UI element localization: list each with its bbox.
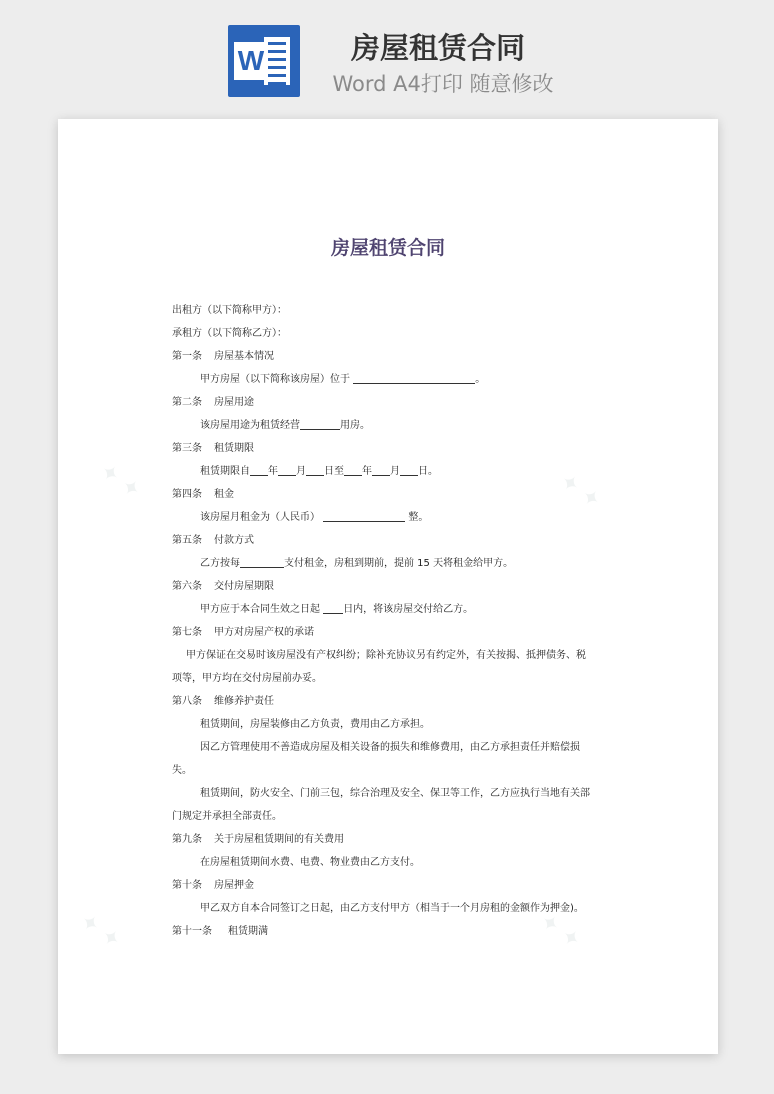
- article-title: 租金: [214, 489, 234, 500]
- article-text: 在房屋租赁期间水费、电费、物业费由乙方支付。: [200, 857, 420, 868]
- article-number: 第一条: [172, 351, 202, 362]
- article-title: 交付房屋期限: [214, 581, 274, 592]
- article-title: 房屋基本情况: [214, 351, 274, 362]
- text-segment: 支付租金，房租到期前，提前 15 天将租金给甲方。: [284, 558, 514, 569]
- article-number: 第八条: [172, 696, 202, 707]
- article-number: 第五条: [172, 535, 202, 546]
- article-text: [172, 506, 612, 529]
- text-segment: 年: [268, 466, 278, 477]
- fill-in-blank: [323, 509, 405, 522]
- article-text: 因乙方管理使用不善造成房屋及相关设备的损失和维修费用，由乙方承担责任并赔偿损: [200, 742, 580, 753]
- article-number: 第四条: [172, 489, 202, 500]
- fill-in-blank: [240, 555, 284, 568]
- article-number: 第九条: [172, 834, 202, 845]
- article-number: 第十一条: [172, 926, 212, 937]
- article-number: 第七条: [172, 627, 202, 638]
- text-segment: 甲方应于本合同生效之日起: [200, 604, 320, 615]
- article-title: 房屋押金: [214, 880, 254, 891]
- text-segment: 整。: [408, 512, 429, 523]
- article-heading: [172, 920, 612, 943]
- article-text: [172, 368, 612, 391]
- text-segment: 日内，将该房屋交付给乙方。: [343, 604, 474, 615]
- fill-in-blank: [306, 463, 324, 476]
- watermark: ✦ ✦: [534, 908, 586, 955]
- article-text: 甲方保证在交易时该房屋没有产权纠纷；除补充协议另有约定外，有关按揭、抵押债务、税: [186, 650, 586, 661]
- article-heading: [172, 391, 612, 414]
- fill-in-blank: [300, 417, 340, 430]
- article-title: 维修养护责任: [214, 696, 274, 707]
- article-heading: [172, 483, 612, 506]
- article-text: [172, 552, 612, 575]
- watermark: ✦ ✦: [74, 908, 126, 955]
- article-text: [172, 598, 612, 621]
- article-title: 房屋用途: [214, 397, 254, 408]
- header-subtitle: Word A4打印 随意修改: [332, 72, 554, 96]
- fill-in-blank: [344, 463, 362, 476]
- text-segment: 年: [362, 466, 372, 477]
- article-heading: [172, 874, 612, 897]
- article-heading: [172, 529, 612, 552]
- text-segment: 甲方房屋（以下简称该房屋）位于: [200, 374, 350, 385]
- header-title: 房屋租赁合同: [350, 31, 525, 65]
- lessor-line: 出租方（以下简称甲方）：: [172, 305, 287, 316]
- text-segment: 该房屋月租金为（人民币）: [200, 512, 320, 523]
- article-text: [172, 460, 612, 483]
- article-title: 甲方对房屋产权的承诺: [214, 627, 314, 638]
- article-heading: [172, 828, 612, 851]
- article-heading: [172, 575, 612, 598]
- document-body: [172, 299, 612, 943]
- watermark: ✦ ✦: [554, 468, 606, 515]
- text-segment: 日至: [324, 466, 344, 477]
- text-segment: 用房。: [340, 420, 370, 431]
- text-segment: 该房屋用途为租赁经营: [200, 420, 300, 431]
- document-page: [58, 119, 718, 1054]
- article-heading: [172, 345, 612, 368]
- page-header: [0, 0, 774, 115]
- article-number: 第二条: [172, 397, 202, 408]
- article-number: 第六条: [172, 581, 202, 592]
- article-title: 付款方式: [214, 535, 254, 546]
- article-title: 租赁期限: [214, 443, 254, 454]
- text-segment: 乙方按每: [200, 558, 240, 569]
- article-text: 甲乙双方自本合同签订之日起，由乙方支付甲方（相当于一个月房租的金额作为押金)。: [200, 903, 584, 914]
- watermark: ✦ ✦: [94, 458, 146, 505]
- text-segment: 月: [390, 466, 400, 477]
- article-text: [172, 414, 612, 437]
- article-text: 项等，甲方均在交付房屋前办妥。: [172, 673, 322, 684]
- document-title: 房屋租赁合同: [330, 237, 445, 259]
- article-title: 租赁期满: [228, 926, 268, 937]
- fill-in-blank: [278, 463, 296, 476]
- article-heading: [172, 437, 612, 460]
- text-segment: 月: [296, 466, 306, 477]
- word-icon: [228, 25, 300, 97]
- article-heading: [172, 690, 612, 713]
- lessee-line: 承租方（以下简称乙方）：: [172, 328, 287, 339]
- text-segment: 日。: [418, 466, 438, 477]
- article-title: 关于房屋租赁期间的有关费用: [214, 834, 344, 845]
- fill-in-blank: [372, 463, 390, 476]
- article-number: 第三条: [172, 443, 202, 454]
- article-number: 第十条: [172, 880, 202, 891]
- text-segment: 租赁期限自: [200, 466, 250, 477]
- word-icon-letter: W: [234, 42, 268, 80]
- article-text: 租赁期间，房屋装修由乙方负责，费用由乙方承担。: [200, 719, 430, 730]
- article-heading: [172, 621, 612, 644]
- fill-in-blank: [353, 371, 475, 384]
- fill-in-blank: [400, 463, 418, 476]
- article-text: 租赁期间，防火安全、门前三包，综合治理及安全、保卫等工作，乙方应执行当地有关部: [200, 788, 590, 799]
- fill-in-blank: [323, 601, 343, 614]
- text-segment: 。: [475, 374, 486, 385]
- article-text: 失。: [172, 765, 192, 776]
- article-text: 门规定并承担全部责任。: [172, 811, 282, 822]
- fill-in-blank: [250, 463, 268, 476]
